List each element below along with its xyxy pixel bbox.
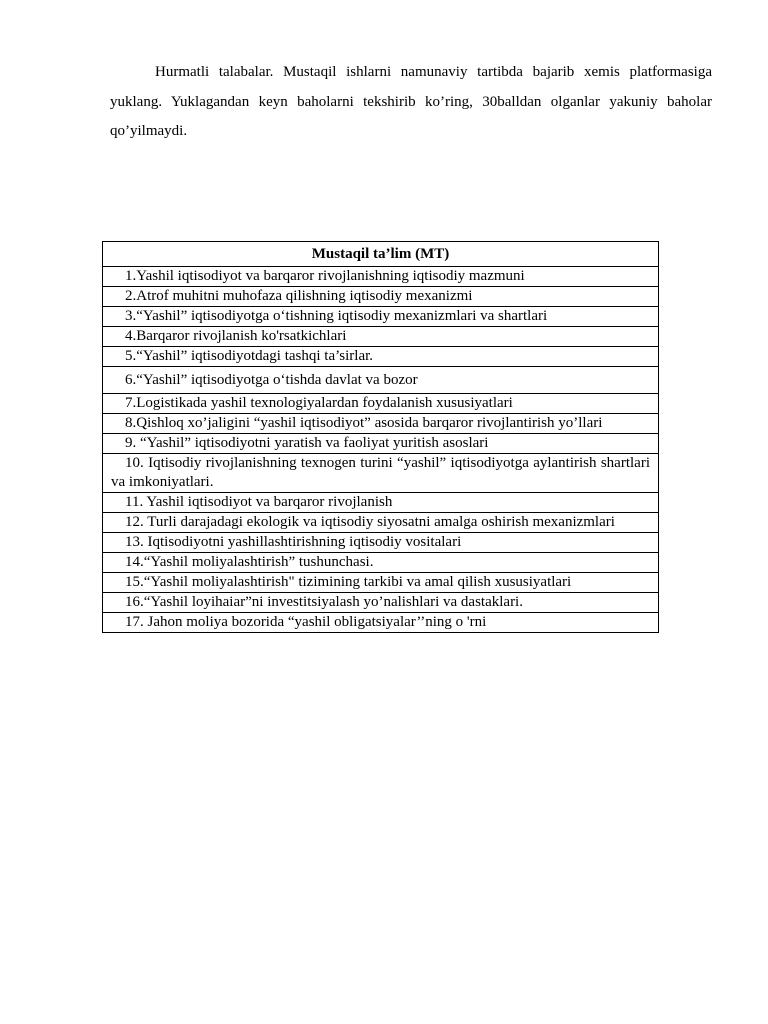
topic-14: 14.“Yashil moliyalashtirish” tushunchasi.	[103, 553, 659, 573]
topic-3: 3.“Yashil” iqtisodiyotga o‘tishning iqtisodiy mexanizmlari va shartlari	[103, 307, 659, 327]
topic-11: 11. Yashil iqtisodiyot va barqaror rivojlanish	[103, 493, 659, 513]
topic-1: 1.Yashil iqtisodiyot va barqaror rivojlanishning iqtisodiy mazmuni	[103, 267, 659, 287]
table-row	[103, 553, 659, 573]
intro-paragraph: Hurmatli talabalar. Mustaqil ishlarni namunaviy tartibda bajarib xemis platformasiga yuklang. Yuklagandan keyn baholarni tekshirib ko’ring, 30balldan olganlar yakuniy baholar qo’yilmaydi.	[110, 64, 712, 139]
topic-6: 6.“Yashil” iqtisodiyotga o‘tishda davlat va bozor	[103, 367, 659, 394]
topic-10: 10. Iqtisodiy rivojlanishning texnogen turini “yashil” iqtisodiyotga aylantirish shartlari va imkoniyatlari.	[103, 454, 659, 493]
topic-13: 13. Iqtisodiyotni yashillashtirishning iqtisodiy vositalari	[103, 533, 659, 553]
table-row	[103, 414, 659, 434]
table-row	[103, 613, 659, 633]
topic-17: 17. Jahon moliya bozorida “yashil obligatsiyalar’’ning o 'rni	[103, 613, 659, 633]
table-row	[103, 533, 659, 553]
table-row	[103, 454, 659, 493]
table-row	[103, 394, 659, 414]
topic-4: 4.Barqaror rivojlanish ko'rsatkichlari	[103, 327, 659, 347]
table-header-row	[103, 242, 659, 267]
table-header: Mustaqil ta’lim (MT)	[103, 242, 659, 267]
table-row	[103, 493, 659, 513]
table-row	[103, 573, 659, 593]
topic-12: 12. Turli darajadagi ekologik va iqtisodiy siyosatni amalga oshirish mexanizmlari	[103, 513, 659, 533]
table-row	[103, 347, 659, 367]
table-row	[103, 593, 659, 613]
topic-15: 15.“Yashil moliyalashtirish" tizimining tarkibi va amal qilish xususiyatlari	[103, 573, 659, 593]
topic-16: 16.“Yashil loyihaiar”ni investitsiyalash yo’nalishlari va dastaklari.	[103, 593, 659, 613]
topic-5: 5.“Yashil” iqtisodiyotdagi tashqi ta’sirlar.	[103, 347, 659, 367]
table-row	[103, 513, 659, 533]
table-row	[103, 327, 659, 347]
table-row	[103, 434, 659, 454]
topic-2: 2.Atrof muhitni muhofaza qilishning iqtisodiy mexanizmi	[103, 287, 659, 307]
independent-study-table	[102, 241, 659, 633]
table-row	[103, 267, 659, 287]
topic-9: 9. “Yashil” iqtisodiyotni yaratish va faoliyat yuritish asoslari	[103, 434, 659, 454]
topic-8: 8.Qishloq xo’jaligini “yashil iqtisodiyot” asosida barqaror rivojlantirish yo’llari	[103, 414, 659, 434]
topic-7: 7.Logistikada yashil texnologiyalardan foydalanish xususiyatlari	[103, 394, 659, 414]
table-row	[103, 367, 659, 394]
table-row	[103, 287, 659, 307]
table-row	[103, 307, 659, 327]
